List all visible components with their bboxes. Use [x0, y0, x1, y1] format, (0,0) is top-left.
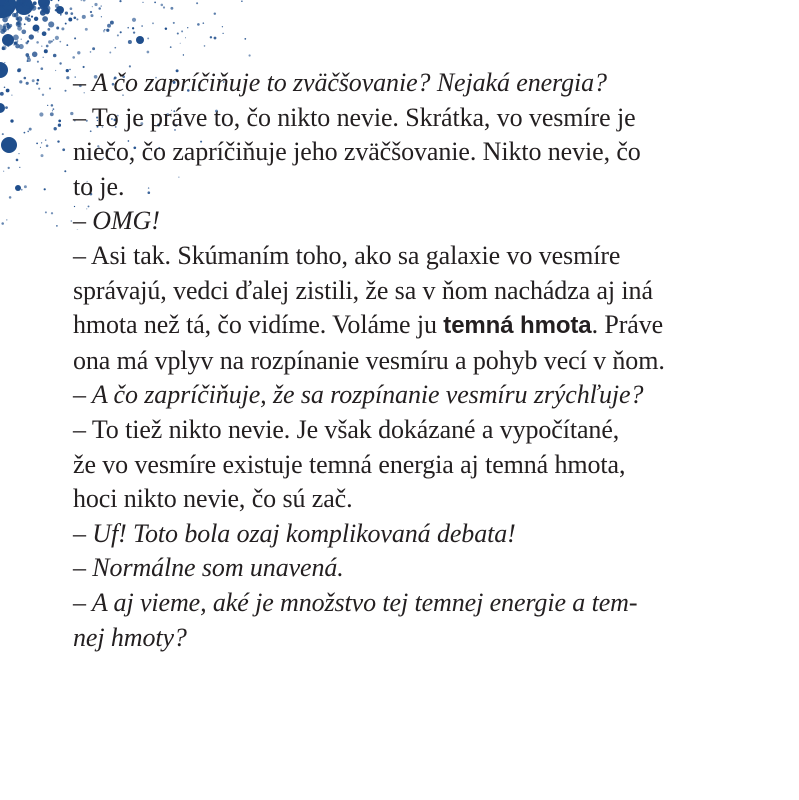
line-text: hmota než tá, čo vidíme. Voláme ju — [73, 310, 444, 340]
dialogue-line: – A čo zapríčiňuje, že sa rozpínanie vesmíru zrýchľuje? — [73, 380, 644, 410]
dialogue-line: – To je práve to, čo nikto nevie. Skrátka, vo vesmíre je — [73, 102, 636, 132]
dialogue-line: nej hmoty? — [73, 622, 187, 652]
dialogue-line: niečo, čo zapríčiňuje jeho zväčšovanie. Nikto nevie, čo — [73, 137, 641, 167]
dialogue-line: ona má vplyv na rozpínanie vesmíru a pohyb vecí v ňom. — [73, 345, 665, 375]
dialogue-line — [73, 308, 733, 344]
dialogue-line: to je. — [73, 171, 125, 201]
dialogue-line: – A aj vieme, aké je množstvo tej temnej energie a tem- — [73, 587, 638, 617]
dialogue-line: – A čo zapríčiňuje to zväčšovanie? Nejaká energia? — [73, 68, 607, 97]
dialogue-line: – Normálne som unavená. — [73, 553, 344, 583]
dialogue-line: – OMG! — [73, 206, 160, 236]
dialogue-line: správajú, vedci ďalej zistili, že sa v ňom nachádza aj iná — [73, 275, 653, 305]
line-text: . Práve — [591, 310, 664, 340]
dialogue-text — [73, 66, 733, 655]
dialogue-line: – Asi tak. Skúmaním toho, ako sa galaxie vo vesmíre — [73, 240, 621, 270]
dialogue-line: – Uf! Toto bola ozaj komplikovaná debata! — [73, 518, 516, 548]
dialogue-line: – To tiež nikto nevie. Je však dokázané a vypočítané, — [73, 414, 620, 444]
dialogue-line: hoci nikto nevie, čo sú zač. — [73, 484, 353, 514]
dialogue-line: že vo vesmíre existuje temná energia aj temná hmota, — [73, 449, 626, 479]
bold-term: temná hmota — [443, 312, 592, 340]
